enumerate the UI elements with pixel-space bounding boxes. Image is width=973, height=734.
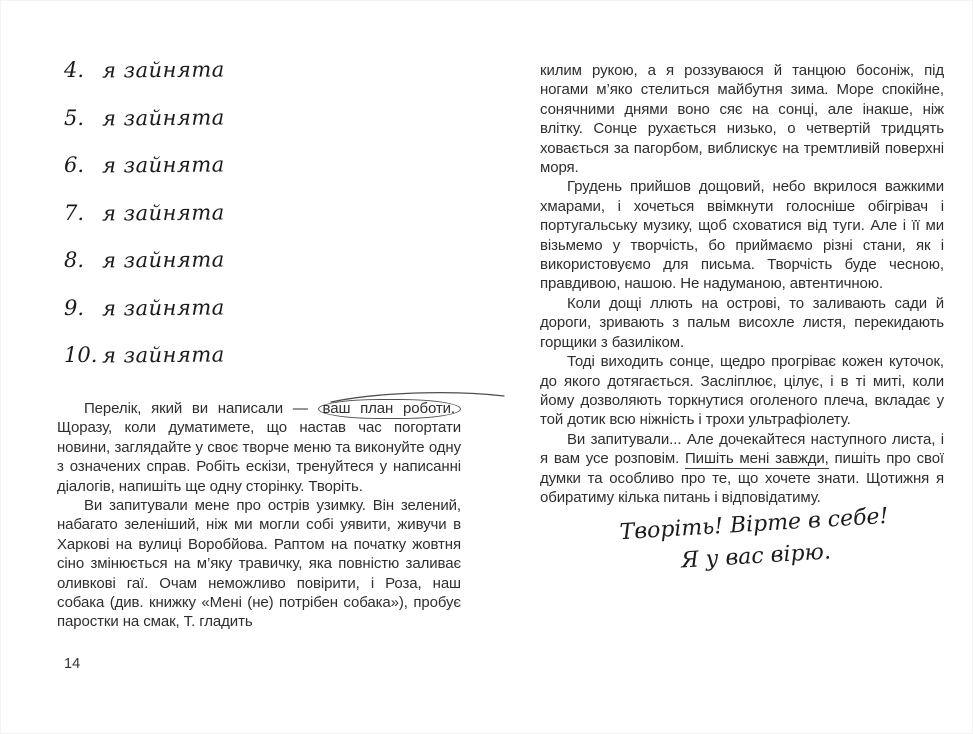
paragraph: Грудень прийшов дощовий, небо вкрилося важкими хмарами, і хочеться ввімкнути голосніше обігрівач і португальську музику, щоб сховатися від туги. Але і її ми візьмемо у творчість, бо приймаємо різні стани, як і використовуємо для письма. Творчість буде чесною, правдивою, нашою. Не надуманою, автентичною. <box>540 178 944 293</box>
list-item-number: 5. <box>64 105 85 130</box>
list-item <box>64 58 225 106</box>
list-item-text: я зайнята <box>101 294 225 321</box>
list-item-number: 6. <box>64 153 85 177</box>
signoff-line-1: Творіть! Вірте в себе! <box>618 503 890 546</box>
list-item-number: 8. <box>64 248 85 272</box>
handwritten-signoff <box>598 501 911 582</box>
paragraph: Тоді виходить сонце, щедро прогріває кожен куточок, до якого дотягається. Засліплює, цілує, і в ті миті, коли йому дозволяють торкнутися оголеного плеча, вкладає у той дотик всю ніжність і трохи ультрафіолету. <box>540 353 944 429</box>
paragraph-text: Щоразу, коли думатимете, що настав час погортати новини, заглядайте у своє творче меню та виконуйте одну з означених справ. Робіть ескізи, тренуйтеся у написанні діалогів, напишіть ще одну сторінку. Творіть. <box>57 419 461 495</box>
list-item-number: 4. <box>64 58 85 82</box>
list-item-text: я зайнята <box>101 152 225 178</box>
list-item-number: 9. <box>64 295 85 320</box>
underlined-phrase: Пишіть мені завжди, <box>685 450 829 468</box>
paragraph: килим рукою, а я роззуваюся й танцюю босоніж, під ногами м’яко стелиться майбутня зима. Море спокійне, сонячними днями воно сяє на сонці, але інакше, ніж влітку. Сонце рухається низько, о четвертій тридцять ховається за пагорбом, виблискує на тремтливій поверхні моря. <box>540 62 944 177</box>
list-item <box>64 201 225 249</box>
list-item-text: я зайнята <box>101 247 225 273</box>
list-item-text: я зайнята <box>101 199 225 226</box>
circled-phrase: ваш план роботи. <box>322 400 455 417</box>
list-item-number: 10. <box>64 343 98 367</box>
list-item <box>64 248 225 296</box>
list-item <box>64 153 225 201</box>
paragraph: Коли дощі ллють на острові, то заливають сади й дороги, зривають з пальм висохле листя, перекидають горщики з базиліком. <box>540 294 944 351</box>
signoff-line-2: Я у вас вірю. <box>680 539 832 574</box>
right-text-column <box>540 61 944 507</box>
paragraph <box>57 399 461 496</box>
list-item <box>64 106 225 154</box>
circled-annotation <box>318 399 462 419</box>
handwritten-list <box>64 58 225 391</box>
list-item-text: я зайнята <box>101 104 225 131</box>
paragraph-text: Перелік, який ви написали — <box>84 400 318 417</box>
page-number: 14 <box>64 656 81 672</box>
paragraph-text: пишіть про свої думки та особливо про те, що хочете знати. Щотижня я обиратиму кілька питань і відповідатиму. <box>540 450 944 506</box>
list-item-text: я зайнята <box>101 57 225 83</box>
paragraph-text: Ви запитували... Але дочекайтеся наступного листа, і я вам усе розповім. <box>540 430 944 468</box>
paragraph <box>540 430 944 508</box>
list-item-text: я зайнята <box>101 342 225 368</box>
list-item <box>64 343 225 391</box>
hand-underline-annotation <box>685 450 829 469</box>
list-item-number: 7. <box>64 200 85 225</box>
paragraph: Ви запитували мене про острів узимку. Він зелений, набагато зеленіший, ніж ми могли собі уявити, живучи в Харкові на вулиці Воробйова. Раптом на початку жовтня сіно змінюється на м’яку травичку, яка повністю заливає оливкові гаї. Очам неможливо повірити, і Роза, наш собака (див. книжку «Мені (не) потрібен собака»), пробує паростки на смак, Т. гладить <box>57 497 461 631</box>
left-text-column <box>57 399 461 632</box>
list-item <box>64 296 225 344</box>
